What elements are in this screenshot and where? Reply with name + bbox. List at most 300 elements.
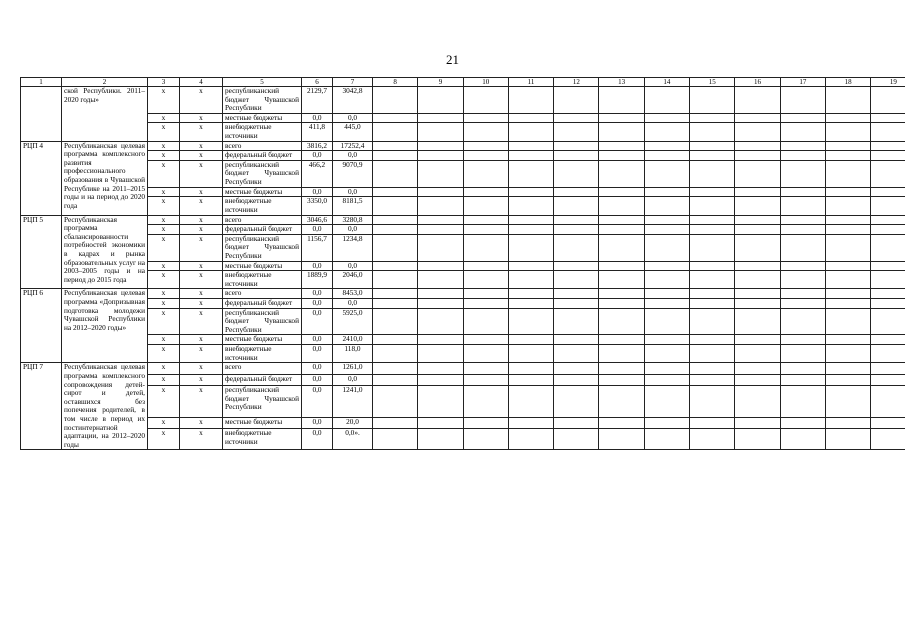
empty-cell-col14 [644, 234, 689, 261]
col3-cell: х [148, 428, 180, 449]
empty-cell-col14 [644, 225, 689, 235]
funding-source: внебюджетные источники [223, 345, 302, 363]
empty-cell-col16 [735, 225, 780, 235]
empty-cell-col17 [780, 363, 825, 374]
empty-cell-col16 [735, 385, 780, 417]
empty-cell-col16 [735, 151, 780, 161]
empty-cell-col17 [780, 271, 825, 289]
empty-cell-col9 [418, 308, 463, 335]
table-row [21, 187, 905, 197]
empty-cell-col16 [735, 428, 780, 449]
empty-cell-col16 [735, 141, 780, 151]
column-header-2: 2 [62, 78, 148, 87]
empty-cell-col14 [644, 151, 689, 161]
empty-cell-col19 [871, 160, 905, 187]
col4-cell: х [180, 113, 223, 123]
empty-cell-col14 [644, 197, 689, 215]
empty-cell-col18 [825, 308, 870, 335]
empty-cell-col14 [644, 141, 689, 151]
empty-cell-col9 [418, 123, 463, 141]
col4-cell: х [180, 234, 223, 261]
empty-cell-col15 [690, 271, 735, 289]
empty-cell-col11 [508, 417, 553, 428]
column-header-11: 11 [508, 78, 553, 87]
empty-cell-col19 [871, 374, 905, 385]
empty-cell-col8 [373, 385, 418, 417]
col4-cell: х [180, 417, 223, 428]
col4-cell: х [180, 87, 223, 114]
funding-source: местные бюджеты [223, 335, 302, 345]
empty-cell-col8 [373, 428, 418, 449]
empty-cell-col8 [373, 299, 418, 309]
empty-cell-col17 [780, 197, 825, 215]
value-col7: 3280,8 [333, 215, 373, 225]
value-col6: 0,0 [302, 363, 333, 374]
col4-cell: х [180, 363, 223, 374]
empty-cell-col9 [418, 345, 463, 363]
col4-cell: х [180, 308, 223, 335]
value-col6: 0,0 [302, 289, 333, 299]
empty-cell-col11 [508, 123, 553, 141]
col3-cell: х [148, 289, 180, 299]
empty-cell-col18 [825, 299, 870, 309]
empty-cell-col8 [373, 261, 418, 271]
empty-cell-col19 [871, 141, 905, 151]
table-row [21, 225, 905, 235]
empty-cell-col12 [554, 113, 599, 123]
column-header-12: 12 [554, 78, 599, 87]
table-row [21, 271, 905, 289]
empty-cell-col10 [463, 197, 508, 215]
funding-source: федеральный бюджет [223, 151, 302, 161]
empty-cell-col14 [644, 308, 689, 335]
empty-cell-col10 [463, 299, 508, 309]
empty-cell-col16 [735, 299, 780, 309]
empty-cell-col17 [780, 87, 825, 114]
table-body [21, 87, 905, 450]
empty-cell-col11 [508, 289, 553, 299]
empty-cell-col8 [373, 335, 418, 345]
col3-cell: х [148, 335, 180, 345]
column-header-8: 8 [373, 78, 418, 87]
column-header-10: 10 [463, 78, 508, 87]
empty-cell-col12 [554, 335, 599, 345]
empty-cell-col13 [599, 141, 644, 151]
empty-cell-col18 [825, 417, 870, 428]
value-col7: 0,0 [333, 374, 373, 385]
empty-cell-col10 [463, 215, 508, 225]
empty-cell-col11 [508, 151, 553, 161]
col3-cell: х [148, 271, 180, 289]
empty-cell-col11 [508, 215, 553, 225]
funding-source: федеральный бюджет [223, 299, 302, 309]
empty-cell-col19 [871, 289, 905, 299]
empty-cell-col17 [780, 141, 825, 151]
col4-cell: х [180, 289, 223, 299]
empty-cell-col19 [871, 308, 905, 335]
empty-cell-col15 [690, 289, 735, 299]
col4-cell: х [180, 225, 223, 235]
empty-cell-col12 [554, 187, 599, 197]
col3-cell: х [148, 160, 180, 187]
table-row [21, 345, 905, 363]
column-header-1: 1 [21, 78, 62, 87]
value-col6: 0,0 [302, 345, 333, 363]
empty-cell-col19 [871, 87, 905, 114]
empty-cell-col14 [644, 299, 689, 309]
col3-cell: х [148, 299, 180, 309]
empty-cell-col9 [418, 197, 463, 215]
empty-cell-col18 [825, 151, 870, 161]
empty-cell-col9 [418, 299, 463, 309]
empty-cell-col16 [735, 215, 780, 225]
empty-cell-col14 [644, 187, 689, 197]
empty-cell-col17 [780, 374, 825, 385]
table-row [21, 385, 905, 417]
value-col6: 1156,7 [302, 234, 333, 261]
empty-cell-col16 [735, 87, 780, 114]
column-header-15: 15 [690, 78, 735, 87]
program-name: Республиканская целевая программа «Допризывная подготовка молодежи Чувашской Республики на 2012–2020 годы» [62, 289, 148, 363]
program-code: РЦП 6 [21, 289, 62, 363]
empty-cell-col16 [735, 234, 780, 261]
empty-cell-col9 [418, 271, 463, 289]
empty-cell-col11 [508, 271, 553, 289]
empty-cell-col12 [554, 374, 599, 385]
value-col7: 17252,4 [333, 141, 373, 151]
column-header-18: 18 [825, 78, 870, 87]
empty-cell-col9 [418, 385, 463, 417]
empty-cell-col12 [554, 363, 599, 374]
col3-cell: х [148, 345, 180, 363]
empty-cell-col17 [780, 417, 825, 428]
col3-cell: х [148, 417, 180, 428]
empty-cell-col19 [871, 234, 905, 261]
empty-cell-col17 [780, 345, 825, 363]
value-col7: 1241,0 [333, 385, 373, 417]
col3-cell: х [148, 123, 180, 141]
empty-cell-col14 [644, 363, 689, 374]
empty-cell-col18 [825, 113, 870, 123]
empty-cell-col14 [644, 160, 689, 187]
empty-cell-col11 [508, 335, 553, 345]
funding-source: республиканский бюджет Чувашской Республики [223, 308, 302, 335]
funding-source: всего [223, 289, 302, 299]
funding-source: всего [223, 363, 302, 374]
empty-cell-col12 [554, 299, 599, 309]
value-col7: 5925,0 [333, 308, 373, 335]
value-col6: 0,0 [302, 374, 333, 385]
empty-cell-col9 [418, 160, 463, 187]
empty-cell-col17 [780, 335, 825, 345]
program-name: Республиканская целевая программа комплексного сопровождения детей-сирот и детей, оставшихся без попечения родителей, в том числе в период их постинтернатной адаптации, на 2012–2020 годы [62, 363, 148, 450]
column-header-4: 4 [180, 78, 223, 87]
empty-cell-col9 [418, 151, 463, 161]
empty-cell-col19 [871, 385, 905, 417]
table-row [21, 215, 905, 225]
col4-cell: х [180, 271, 223, 289]
empty-cell-col16 [735, 123, 780, 141]
table-row [21, 151, 905, 161]
column-header-9: 9 [418, 78, 463, 87]
value-col7: 8181,5 [333, 197, 373, 215]
empty-cell-col17 [780, 308, 825, 335]
empty-cell-col8 [373, 197, 418, 215]
empty-cell-col10 [463, 123, 508, 141]
col3-cell: х [148, 363, 180, 374]
empty-cell-col16 [735, 289, 780, 299]
funding-source: внебюджетные источники [223, 428, 302, 449]
col3-cell: х [148, 141, 180, 151]
empty-cell-col18 [825, 187, 870, 197]
empty-cell-col12 [554, 345, 599, 363]
value-col7: 0,0 [333, 261, 373, 271]
empty-cell-col10 [463, 363, 508, 374]
empty-cell-col17 [780, 187, 825, 197]
empty-cell-col13 [599, 113, 644, 123]
column-header-7: 7 [333, 78, 373, 87]
empty-cell-col19 [871, 151, 905, 161]
value-col6: 0,0 [302, 417, 333, 428]
empty-cell-col9 [418, 234, 463, 261]
value-col6: 0,0 [302, 113, 333, 123]
funding-source: всего [223, 141, 302, 151]
empty-cell-col17 [780, 215, 825, 225]
empty-cell-col14 [644, 289, 689, 299]
empty-cell-col10 [463, 234, 508, 261]
col4-cell: х [180, 197, 223, 215]
empty-cell-col15 [690, 141, 735, 151]
empty-cell-col8 [373, 308, 418, 335]
empty-cell-col13 [599, 374, 644, 385]
col4-cell: х [180, 215, 223, 225]
col4-cell: х [180, 335, 223, 345]
col4-cell: х [180, 428, 223, 449]
empty-cell-col19 [871, 197, 905, 215]
column-header-16: 16 [735, 78, 780, 87]
empty-cell-col13 [599, 261, 644, 271]
funding-source: федеральный бюджет [223, 225, 302, 235]
column-header-13: 13 [599, 78, 644, 87]
program-name: ской Республики. 2011–2020 годы» [62, 87, 148, 142]
empty-cell-col16 [735, 308, 780, 335]
empty-cell-col12 [554, 123, 599, 141]
empty-cell-col11 [508, 299, 553, 309]
empty-cell-col14 [644, 87, 689, 114]
empty-cell-col10 [463, 271, 508, 289]
empty-cell-col8 [373, 160, 418, 187]
value-col6: 2129,7 [302, 87, 333, 114]
funding-source: республиканский бюджет Чувашской Республики [223, 385, 302, 417]
empty-cell-col11 [508, 374, 553, 385]
empty-cell-col11 [508, 345, 553, 363]
empty-cell-col15 [690, 261, 735, 271]
empty-cell-col18 [825, 335, 870, 345]
empty-cell-col9 [418, 428, 463, 449]
funding-source: республиканский бюджет Чувашской Республики [223, 160, 302, 187]
empty-cell-col11 [508, 197, 553, 215]
empty-cell-col9 [418, 113, 463, 123]
funding-source: внебюджетные источники [223, 271, 302, 289]
empty-cell-col14 [644, 335, 689, 345]
empty-cell-col12 [554, 87, 599, 114]
empty-cell-col18 [825, 215, 870, 225]
empty-cell-col11 [508, 113, 553, 123]
col4-cell: х [180, 141, 223, 151]
empty-cell-col16 [735, 335, 780, 345]
empty-cell-col14 [644, 374, 689, 385]
empty-cell-col10 [463, 87, 508, 114]
value-col6: 0,0 [302, 299, 333, 309]
col4-cell: х [180, 374, 223, 385]
empty-cell-col19 [871, 428, 905, 449]
empty-cell-col13 [599, 428, 644, 449]
value-col7: 2410,0 [333, 335, 373, 345]
empty-cell-col10 [463, 417, 508, 428]
table-row [21, 289, 905, 299]
empty-cell-col8 [373, 363, 418, 374]
empty-cell-col12 [554, 234, 599, 261]
empty-cell-col17 [780, 123, 825, 141]
empty-cell-col15 [690, 345, 735, 363]
empty-cell-col11 [508, 234, 553, 261]
empty-cell-col9 [418, 363, 463, 374]
empty-cell-col8 [373, 141, 418, 151]
empty-cell-col10 [463, 113, 508, 123]
value-col6: 0,0 [302, 225, 333, 235]
empty-cell-col18 [825, 363, 870, 374]
empty-cell-col18 [825, 225, 870, 235]
funding-source: республиканский бюджет Чувашской Республики [223, 234, 302, 261]
empty-cell-col13 [599, 187, 644, 197]
funding-source: внебюджетные источники [223, 197, 302, 215]
empty-cell-col10 [463, 261, 508, 271]
empty-cell-col18 [825, 234, 870, 261]
empty-cell-col11 [508, 428, 553, 449]
empty-cell-col18 [825, 123, 870, 141]
empty-cell-col8 [373, 234, 418, 261]
empty-cell-col14 [644, 417, 689, 428]
empty-cell-col9 [418, 417, 463, 428]
empty-cell-col13 [599, 215, 644, 225]
empty-cell-col12 [554, 385, 599, 417]
empty-cell-col14 [644, 345, 689, 363]
col3-cell: х [148, 151, 180, 161]
program-code: РЦП 4 [21, 141, 62, 215]
page-number: 21 [446, 52, 459, 67]
value-col6: 0,0 [302, 428, 333, 449]
empty-cell-col13 [599, 385, 644, 417]
empty-cell-col9 [418, 261, 463, 271]
col3-cell: х [148, 225, 180, 235]
empty-cell-col15 [690, 215, 735, 225]
empty-cell-col18 [825, 374, 870, 385]
value-col7: 0,0 [333, 187, 373, 197]
value-col6: 466,2 [302, 160, 333, 187]
empty-cell-col19 [871, 187, 905, 197]
funding-source: местные бюджеты [223, 113, 302, 123]
funding-source: местные бюджеты [223, 187, 302, 197]
empty-cell-col10 [463, 308, 508, 335]
empty-cell-col16 [735, 187, 780, 197]
empty-cell-col9 [418, 141, 463, 151]
empty-cell-col12 [554, 417, 599, 428]
funding-source: федеральный бюджет [223, 374, 302, 385]
empty-cell-col10 [463, 374, 508, 385]
empty-cell-col13 [599, 363, 644, 374]
value-col7: 1234,8 [333, 234, 373, 261]
empty-cell-col11 [508, 225, 553, 235]
empty-cell-col16 [735, 363, 780, 374]
table-row [21, 417, 905, 428]
empty-cell-col18 [825, 271, 870, 289]
empty-cell-col14 [644, 428, 689, 449]
column-header-5: 5 [223, 78, 302, 87]
col3-cell: х [148, 215, 180, 225]
empty-cell-col14 [644, 215, 689, 225]
empty-cell-col10 [463, 160, 508, 187]
table-row [21, 374, 905, 385]
empty-cell-col19 [871, 299, 905, 309]
empty-cell-col18 [825, 428, 870, 449]
empty-cell-col19 [871, 345, 905, 363]
col4-cell: х [180, 261, 223, 271]
empty-cell-col8 [373, 113, 418, 123]
table-row [21, 234, 905, 261]
col4-cell: х [180, 187, 223, 197]
empty-cell-col19 [871, 215, 905, 225]
empty-cell-col15 [690, 187, 735, 197]
empty-cell-col19 [871, 123, 905, 141]
empty-cell-col8 [373, 374, 418, 385]
empty-cell-col17 [780, 151, 825, 161]
value-col6: 411,8 [302, 123, 333, 141]
empty-cell-col8 [373, 215, 418, 225]
empty-cell-col10 [463, 225, 508, 235]
empty-cell-col13 [599, 289, 644, 299]
empty-cell-col12 [554, 141, 599, 151]
col3-cell: х [148, 197, 180, 215]
empty-cell-col10 [463, 151, 508, 161]
col4-cell: х [180, 160, 223, 187]
empty-cell-col14 [644, 385, 689, 417]
program-code [21, 87, 62, 142]
empty-cell-col9 [418, 335, 463, 345]
col4-cell: х [180, 345, 223, 363]
empty-cell-col15 [690, 160, 735, 187]
empty-cell-col12 [554, 428, 599, 449]
empty-cell-col15 [690, 308, 735, 335]
col3-cell: х [148, 261, 180, 271]
empty-cell-col13 [599, 271, 644, 289]
empty-cell-col15 [690, 428, 735, 449]
funding-source: внебюджетные источники [223, 123, 302, 141]
empty-cell-col12 [554, 225, 599, 235]
value-col7: 8453,0 [333, 289, 373, 299]
empty-cell-col11 [508, 261, 553, 271]
empty-cell-col9 [418, 187, 463, 197]
empty-cell-col17 [780, 261, 825, 271]
budget-table [20, 77, 905, 450]
empty-cell-col11 [508, 385, 553, 417]
empty-cell-col15 [690, 417, 735, 428]
empty-cell-col17 [780, 385, 825, 417]
empty-cell-col12 [554, 261, 599, 271]
empty-cell-col18 [825, 141, 870, 151]
value-col7: 1261,0 [333, 363, 373, 374]
empty-cell-col9 [418, 289, 463, 299]
empty-cell-col13 [599, 160, 644, 187]
